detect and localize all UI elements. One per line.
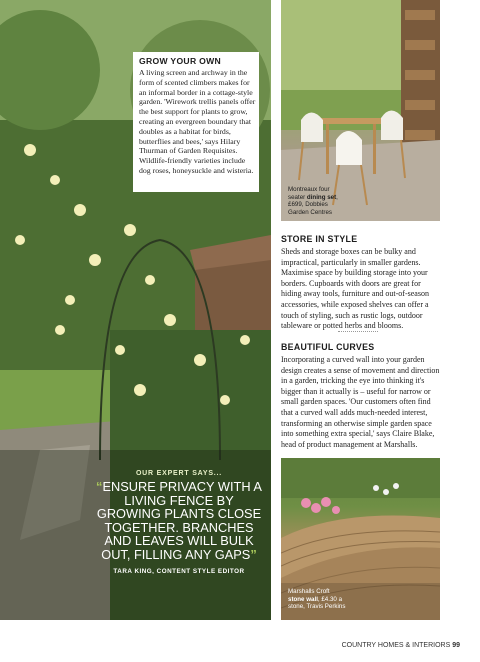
expert-pull-quote bbox=[94, 470, 264, 575]
section-divider bbox=[338, 331, 378, 332]
grow-your-own-box bbox=[133, 52, 259, 192]
pull-quote-text bbox=[94, 480, 264, 562]
pull-quote-body: ENSURE PRIVACY WITH A LIVING FENCE BY GROWING PLANTS CLOSE TOGETHER. BRANCHES AND LEAVES WILL BULK OUT, FILLING ANY GAPS bbox=[96, 479, 262, 562]
grow-your-own-body: A living screen and archway in the form of scented climbers makes for an informal border in a cottage-style garden. 'Wirework trellis panels offer the best support for plants to grow, creating an evergreen boundary that doubles as a habitat for birds, butterflies and bees,' says Hilary Thurman of Garden Requisites. Wildlife-friendly varieties include dog roses, honeysuckle and wisteria. bbox=[139, 68, 256, 175]
dining-caption bbox=[288, 186, 368, 216]
dining-caption-pre: seater bbox=[288, 193, 307, 201]
open-quote-icon: “ bbox=[96, 479, 103, 494]
dining-caption-line4: Garden Centres bbox=[288, 208, 333, 216]
dining-caption-post: , bbox=[336, 193, 338, 201]
wall-caption-product: stone wall bbox=[288, 595, 318, 603]
wall-caption-line2 bbox=[288, 596, 378, 604]
dining-caption-line2 bbox=[288, 194, 368, 202]
dining-caption-line3: £699, Dobbies bbox=[288, 201, 328, 209]
beautiful-curves-section bbox=[281, 342, 441, 450]
page-footer bbox=[342, 642, 460, 649]
grow-your-own-heading: GROW YOUR OWN bbox=[139, 56, 222, 66]
pull-quote-kicker: OUR EXPERT SAYS... bbox=[135, 470, 223, 477]
store-in-style-section bbox=[281, 234, 441, 332]
store-in-style-body: Sheds and storage boxes can be bulky and impractical, particularly in smaller gardens. Maximise space by building storage into your borders. Cupboards with doors are great for hiding away tools, furniture and out-of-season accessories, while exposed shelves can offer a touch of styling, such as rustic logs, outdoor tableware or potted herbs and blooms. bbox=[281, 247, 429, 331]
wall-caption bbox=[288, 588, 378, 611]
page-number: 99 bbox=[452, 642, 460, 649]
beautiful-curves-body: Incorporating a curved wall into your garden design creates a sense of movement and direction in a garden, tricking the eye into thinking it's bigger than it actually is – useful for narrow or small garden spaces. 'Our customers often find that a curved wall adds much-needed interest, transforming an otherwise simple garden space into something extra special,' says Claire Blake, head of product management at Marshalls. bbox=[281, 355, 440, 449]
wall-caption-price: , £4.30 a bbox=[317, 595, 343, 603]
wall-caption-line3: stone, Travis Perkins bbox=[288, 603, 346, 611]
magazine-name: COUNTRY HOMES & INTERIORS bbox=[341, 642, 451, 649]
store-in-style-heading: STORE IN STYLE bbox=[281, 234, 358, 244]
dining-caption-line1: Montreaux four bbox=[288, 186, 330, 193]
dining-caption-product: dining set bbox=[306, 193, 337, 201]
wall-caption-line1: Marshalls Croft bbox=[288, 588, 330, 595]
pull-quote-credit: TARA KING, CONTENT STYLE EDITOR bbox=[113, 567, 245, 575]
close-quote-icon: ” bbox=[250, 546, 257, 562]
beautiful-curves-heading: BEAUTIFUL CURVES bbox=[281, 342, 375, 352]
